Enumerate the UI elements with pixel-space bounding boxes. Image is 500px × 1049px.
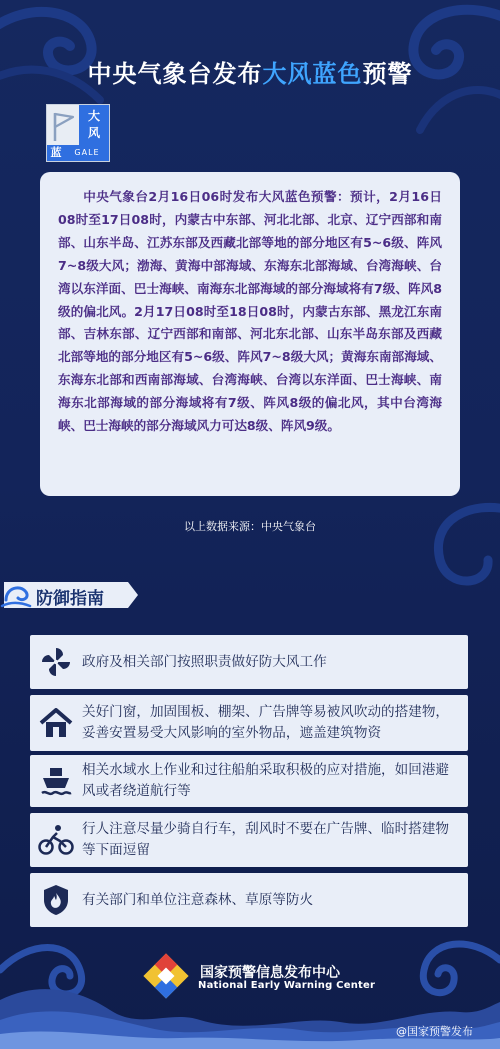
guide-item bbox=[30, 635, 468, 689]
warning-notice-panel bbox=[40, 172, 460, 496]
warning-notice-text: 中央气象台2月16日06时发布大风蓝色预警：预计，2月16日08时至17日08时，内蒙古中东部、河北北部、北京、辽宁西部和南部、山东半岛、江苏东部及西藏北部等地的部分地区有5~6级、阵风7~8级大风；渤海、黄海中部海域、东海东北部海域、台湾海峡、台湾以东洋面、巴士海峡、南海东北部海域的部分海域将有7级、阵风8级的偏北风。2月17日08时至18日08时，内蒙古东部、黑龙江东南部、吉林东部、辽宁西部和南部、河北东北部、山东半岛东部及西藏北部等地的部分地区有5~6级、阵风7~8级大风；黄海东南部海域、东海东北部和西南部海域、台湾海峡、台湾以东洋面、巴士海峡、南海东北部海域的部分海域将有7级、阵风8级的偏北风，其中台湾海峡、巴士海峡的部分海域风力可达8级、阵风9级。 bbox=[58, 189, 442, 434]
data-source-note: 以上数据来源：中央气象台 bbox=[184, 520, 316, 533]
house-icon bbox=[30, 708, 82, 738]
ship-icon bbox=[30, 764, 82, 798]
guide-item bbox=[30, 813, 468, 867]
title-prefix: 中央气象台发布 bbox=[87, 60, 263, 88]
section-title-label: 防御指南 bbox=[36, 589, 104, 609]
weibo-watermark: @国家预警发布 bbox=[396, 1025, 473, 1038]
title-suffix: 预警 bbox=[362, 60, 413, 88]
guide-text: 有关部门和单位注意森林、草原等防火 bbox=[82, 891, 314, 908]
wind-flag-icon bbox=[47, 105, 79, 145]
cyclist-icon bbox=[30, 824, 82, 856]
pinwheel-icon bbox=[30, 645, 82, 679]
footer-org-name: 国家预警信息发布中心 bbox=[200, 965, 340, 981]
badge-english: GALE bbox=[65, 145, 109, 161]
fire-shield-icon bbox=[30, 883, 82, 917]
badge-type-chars: 大 风 bbox=[79, 105, 109, 145]
guide-text: 政府及相关部门按照职责做好防大风工作 bbox=[82, 653, 327, 670]
gale-blue-warning-badge bbox=[46, 104, 110, 162]
footer-org-english: National Early Warning Center bbox=[198, 980, 376, 991]
guide-item bbox=[30, 695, 468, 751]
badge-level: 蓝 bbox=[47, 145, 65, 161]
wave-decoration-mid-right bbox=[380, 500, 500, 610]
warning-center-logo bbox=[140, 950, 192, 1002]
guide-text: 相关水域水上作业和过往船舶采取积极的应对措施，如回港避风或者绕道航行等 bbox=[82, 762, 450, 799]
guide-text: 行人注意尽量少骑自行车，刮风时不要在广告牌、临时搭建物等下面逗留 bbox=[82, 821, 450, 858]
title-highlight: 大风蓝色 bbox=[262, 60, 363, 88]
section-title bbox=[0, 578, 140, 612]
page-title bbox=[0, 54, 500, 89]
guide-item bbox=[30, 873, 468, 927]
guide-text: 关好门窗，加固围板、棚架、广告牌等易被风吹动的搭建物，妥善安置易受大风影响的室外物品，遮盖建筑物资 bbox=[82, 704, 450, 741]
guide-item bbox=[30, 755, 468, 807]
